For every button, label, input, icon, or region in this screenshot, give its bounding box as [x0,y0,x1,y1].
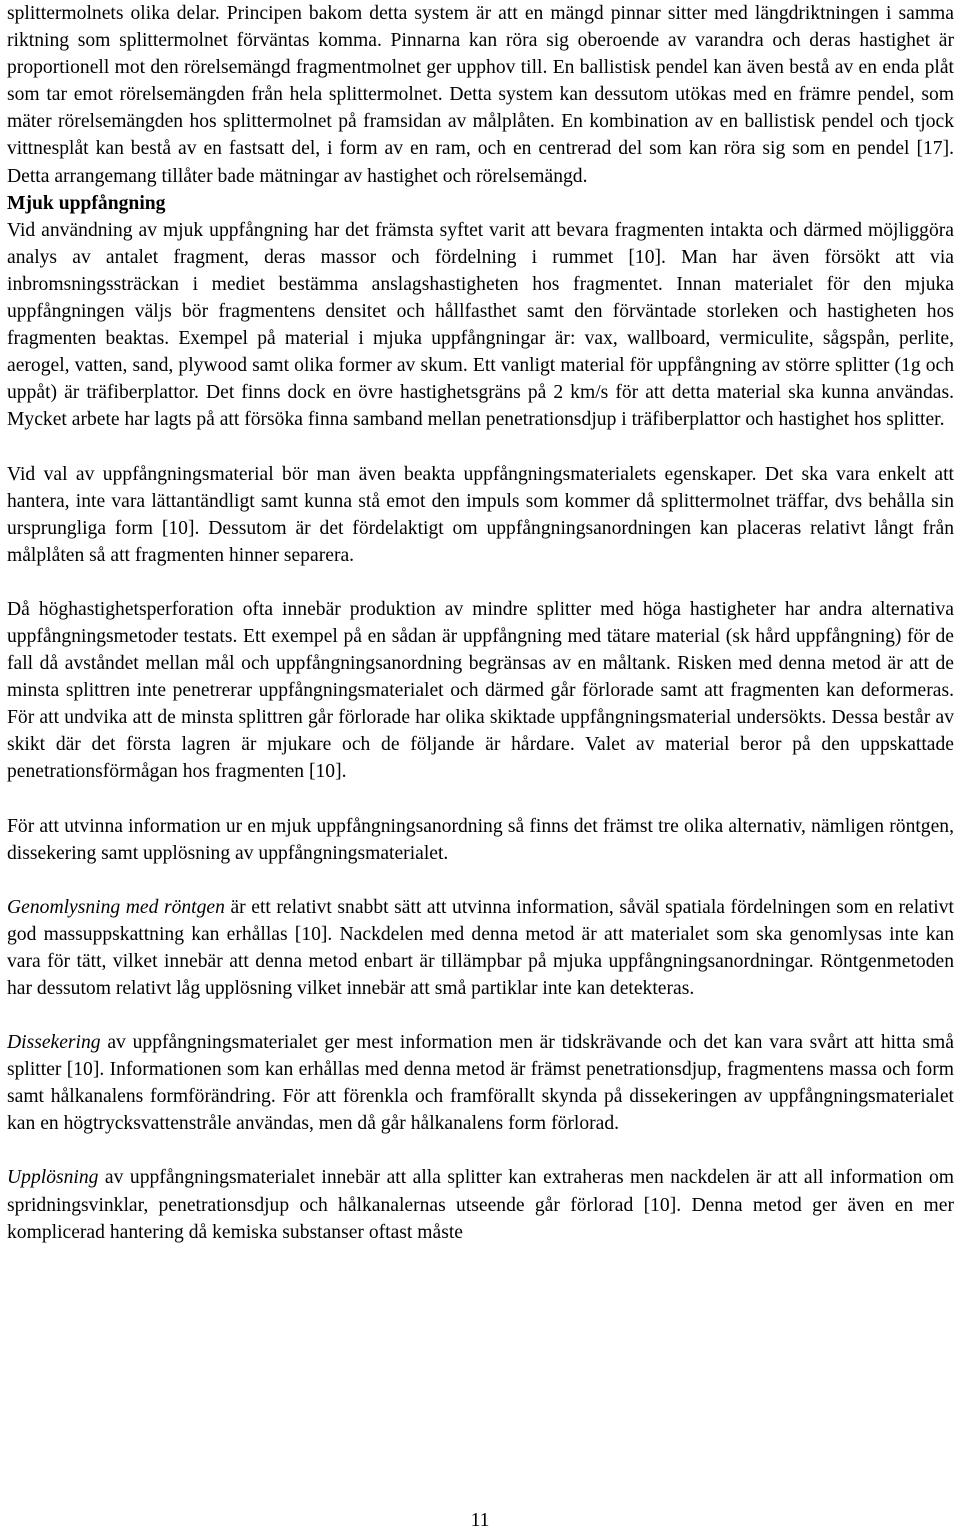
paragraph-dissection [7,1029,954,1137]
page-number: 11 [470,1510,490,1531]
paragraph-dissolution [7,1164,954,1245]
intro-paragraph: splittermolnets olika delar. Principen bakom detta system är att en mängd pinnar sitter med längdriktningen i samma riktning som splittermolnet förväntas komma. Pinnarna kan röra sig oberoende av varandra och deras hastighet är proportionell mot den rörelsemängd fragmentmolnet ger upphov till. En ballistisk pendel kan även bestå av en enda plåt som tar emot rörelsemängden från hela splittermolnet. Detta system kan dessutom utökas med en främre pendel, som mäter rörelsemängden hos splittermolnet på framsidan av målplåten. En kombination av en ballistisk pendel och tjock vittnesplåt kan bestå av en fastsatt del, i form av en ram, och en centrerad del som kan röra sig som en pendel [17]. Detta arrangemang tillåter bade mätningar av hastighet och rörelsemängd. [7,3,954,187]
dissolution-lead-term: Upplösning [7,1167,99,1189]
dissection-lead-term: Dissekering [7,1032,101,1054]
paragraph-high-velocity: Då höghastighetsperforation ofta innebär produktion av mindre splitter med höga hastigheter har andra alternativa uppfångningsmetoder testats. Ett exempel på en sådan är uppfångning med tätare material (sk hård uppfångning) för de fall då avståndet mellan mål och uppfångningsanordning begränsas av en måltank. Risken med denna metod är att de minsta splittren inte penetrerar uppfångningsmaterialet och därmed går förlorade samt att fragmenten kan deformeras. För att undvika att de minsta splittren går förlorade har olika skiktade uppfångningsmaterial undersökts. Dessa består av skikt där det första lagren är mjukare och de följande är hårdare. Valet av material beror på den uppskattade penetrationsförmågan hos fragmenten [10]. [7,598,954,783]
xray-lead-term: Genomlysning med röntgen [7,896,225,918]
paragraph-information-methods: För att utvinna information ur en mjuk uppfångningsanordning så finns det främst tre olika alternativ, nämligen röntgen, dissekering samt upplösning av uppfångningsmaterialet. [7,815,954,864]
section-heading: Mjuk uppfångning [7,192,166,214]
document-page [7,0,954,1246]
xray-text: är ett relativt snabbt sätt att utvinna information, såväl spatiala fördelningen som en relativt god massuppskattning kan erhållas [10]. Nackdelen med denna metod är att materialet som ska genomlysas inte kan vara för tätt, vilket innebär att denna metod enbart är tillämpbar på mjuka uppfångningsanordningar. Röntgenmetoden har dessutom relativt låg upplösning vilket innebär att små partiklar inte kan detekteras. [7,896,954,999]
paragraph-xray [7,894,954,1002]
dissolution-text: av uppfångningsmaterialet innebär att alla splitter kan extraheras men nackdelen är att all information om spridningsvinklar, penetrationsdjup och hålkanalernas utseende går förlorad [10]. Denna metod ger även en mer komplicerad hantering då kemiska substanser oftast måste [7,1167,954,1243]
dissection-text: av uppfångningsmaterialet ger mest information men är tidskrävande och det kan vara svårt att hitta små splitter [10]. Informationen som kan erhållas med denna metod är främst penetrationsdjup, fragmentens massa och form samt hålkanalens formförändring. För att förenkla och framförallt skynda på dissekeringen av uppfångningsmaterialet kan en högtrycksvattenstråle användas, men då går hålkanalens form förlorad. [7,1032,954,1135]
paragraph-material-choice: Vid val av uppfångningsmaterial bör man även beakta uppfångningsmaterialets egenskaper. Det ska vara enkelt att hantera, inte vara lättantändligt samt kunna stå emot den impuls som kommer då splittermolnet träffar, dvs behålla sin ursprungliga form [10]. Dessutom är det fördelaktigt om uppfångningsanordningen kan placeras relativt långt från målplåten så att fragmenten hinner separera. [7,463,954,566]
paragraph-soft-capture: Vid användning av mjuk uppfångning har det främsta syftet varit att bevara fragmenten intakta och därmed möjliggöra analys av antalet fragment, deras massor och fördelning i rummet [10]. Man har även försökt att via inbromsningssträckan i mediet bestämma anslagshastigheten hos fragmentet. Innan materialet för den mjuka uppfångningen väljs bör fragmentens densitet och hållfasthet samt den förväntade storleken och hastigheten hos fragmenten beaktas. Exempel på material i mjuka uppfångningar är: vax, wallboard, vermiculite, sågspån, perlite, aerogel, vatten, sand, plywood samt olika former av skum. Ett vanligt material för uppfångning av större splitter (1g och uppåt) är träfiberplattor. Det finns dock en övre hastighetsgräns på 2 km/s för att detta material ska kunna användas. Mycket arbete har lagts på att försöka finna samband mellan penetrationsdjup i träfiberplattor och hastighet hos splitter. [7,219,954,431]
